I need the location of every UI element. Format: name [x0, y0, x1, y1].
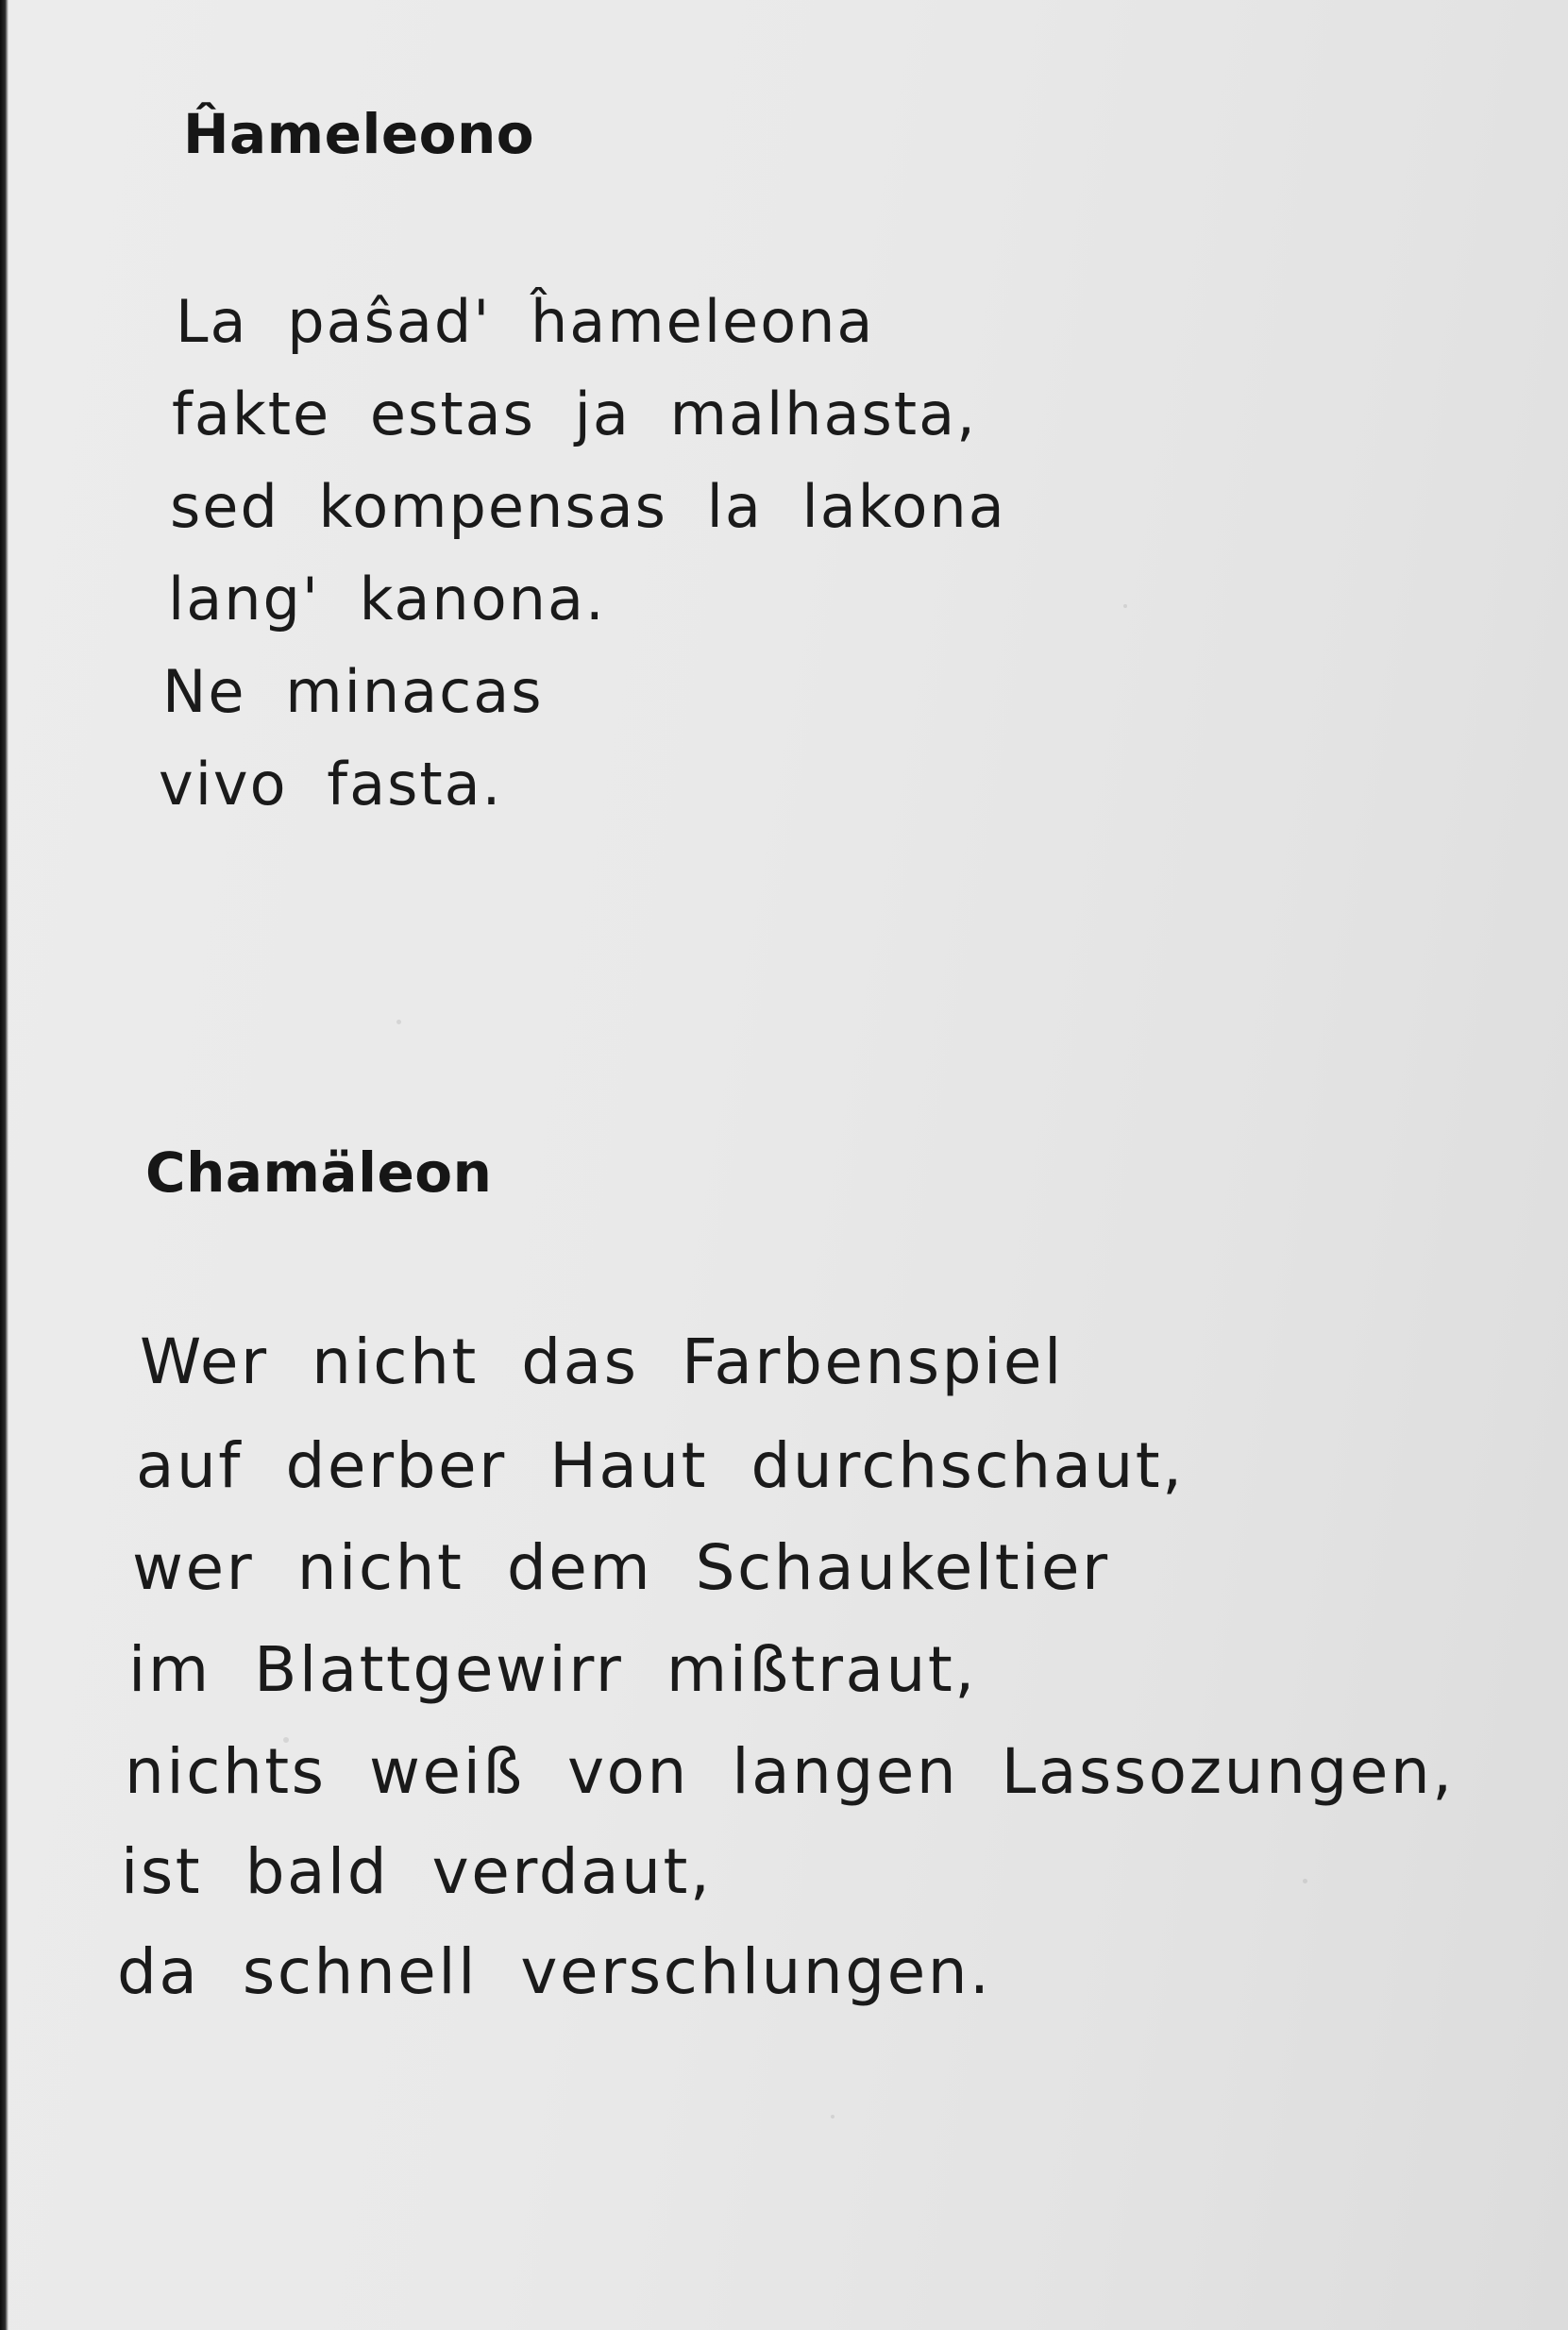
poem-line: sed kompensas la lakona: [170, 472, 1006, 541]
poem-line: lang' kanona.: [168, 565, 606, 633]
poem-line: wer nicht dem Schaukeltier: [132, 1531, 1110, 1604]
poem-line: La paŝad' ĥameleona: [176, 287, 875, 356]
poem-line: Wer nicht das Farbenspiel: [140, 1325, 1064, 1398]
page-edge-shadow: [0, 0, 8, 2330]
paper-speck: [1123, 604, 1127, 608]
poem-line: auf derber Haut durchschaut,: [136, 1429, 1185, 1502]
esperanto-poem-title: Ĥameleono: [183, 102, 535, 166]
poem-line: fakte estas ja malhasta,: [172, 380, 977, 448]
german-poem-title: Chamäleon: [145, 1140, 493, 1205]
poem-line: nichts weiß von langen Lassozungen,: [125, 1735, 1455, 1808]
poem-line: ist bald verdaut,: [121, 1835, 713, 1908]
paper-speck: [831, 2115, 835, 2119]
paper-speck: [1303, 1879, 1307, 1883]
poem-line: vivo fasta.: [159, 750, 503, 819]
poem-line: im Blattgewirr mißtraut,: [128, 1633, 977, 1706]
poem-line: da schnell verschlungen.: [117, 1935, 992, 2008]
paper-speck: [396, 1020, 401, 1024]
poem-line: Ne minacas: [162, 657, 544, 726]
